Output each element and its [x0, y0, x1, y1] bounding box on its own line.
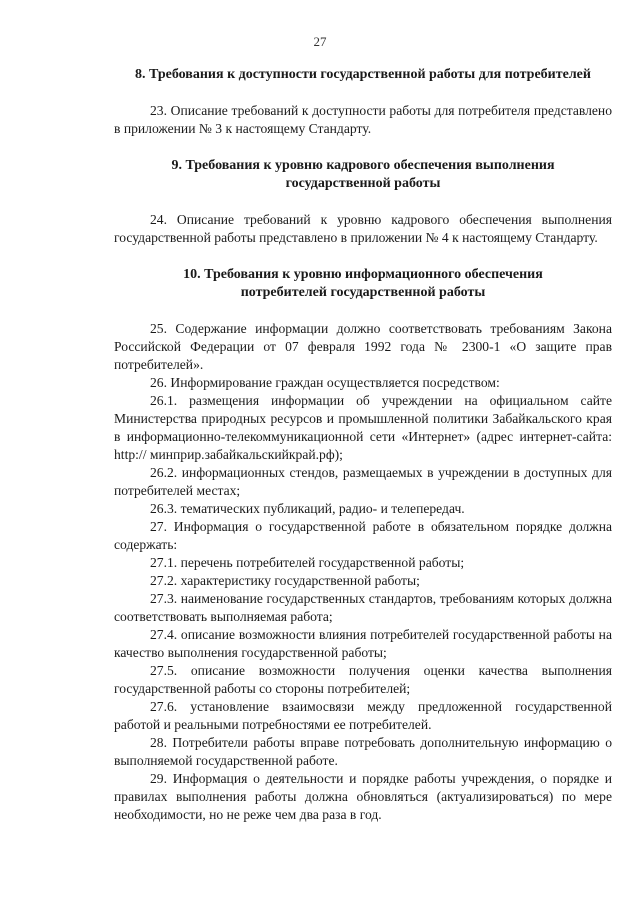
paragraph-28: 28. Потребители работы вправе потребовать дополнительную информацию о выполняемой государственной работе. — [114, 735, 612, 768]
section-10-heading-line-1: 10. Требования к уровню информационного обеспечения — [183, 267, 543, 282]
paragraph-26: 26. Информирование граждан осуществляется посредством: — [150, 375, 500, 390]
section-9-heading-line-2: государственной работы — [285, 176, 441, 191]
paragraph-24: 24. Описание требований к уровню кадрового обеспечения выполнения государственной работы представлено в приложении № 4 к настоящему Стандарту. — [114, 212, 612, 245]
section-9-heading — [114, 157, 612, 193]
paragraph-27-1: 27.1. перечень потребителей государственной работы; — [150, 555, 465, 570]
section-10-heading-line-2: потребителей государственной работы — [240, 285, 486, 300]
paragraph-27-4: 27.4. описание возможности влияния потребителей государственной работы на качество выполнения государственной работы; — [114, 627, 612, 660]
paragraph-26-3: 26.3. тематических публикаций, радио- и телепередач. — [150, 501, 465, 516]
paragraph-27-3: 27.3. наименование государственных стандартов, требованиям которых должна соответствовать выполняемая работа; — [114, 591, 612, 624]
paragraph-27-6: 27.6. установление взаимосвязи между предложенной государственной работой и реальными потребностями ее потребителей. — [114, 699, 612, 732]
paragraph-27: 27. Информация о государственной работе в обязательном порядке должна содержать: — [114, 519, 612, 552]
paragraph-25: 25. Содержание информации должно соответствовать требованиям Закона Российской Федерации от 07 февраля 1992 года № 2300-1 «О защите прав потребителей». — [114, 321, 612, 372]
section-10-heading — [114, 266, 612, 302]
page-number: 27 — [313, 34, 327, 49]
paragraph-26-1: 26.1. размещения информации об учреждении на официальном сайте Министерства природных ресурсов и промышленной политики Забайкальского края в информационно-телекоммуникационной сети «Интернет» (адрес интернет-сайта: http:// минприр.забайкальскийкрай.рф); — [114, 393, 612, 462]
paragraph-26-2: 26.2. информационных стендов, размещаемых в учреждении в доступных для потребителей местах; — [114, 465, 612, 498]
section-8-heading: 8. Требования к доступности государственной работы для потребителей — [135, 67, 591, 82]
paragraph-29: 29. Информация о деятельности и порядке работы учреждения, о порядке и правилах выполнения работы должна обновляться (актуализироваться) по мере необходимости, но не реже чем два раза в год. — [114, 771, 612, 822]
paragraph-23: 23. Описание требований к доступности работы для потребителя представлено в приложении № 3 к настоящему Стандарту. — [114, 103, 612, 136]
section-9-heading-line-1: 9. Требования к уровню кадрового обеспечения выполнения — [171, 158, 555, 173]
paragraph-27-2: 27.2. характеристику государственной работы; — [150, 573, 420, 588]
document-body — [114, 66, 612, 824]
paragraph-27-5: 27.5. описание возможности получения оценки качества выполнения государственной работы со стороны потребителей; — [114, 663, 612, 696]
